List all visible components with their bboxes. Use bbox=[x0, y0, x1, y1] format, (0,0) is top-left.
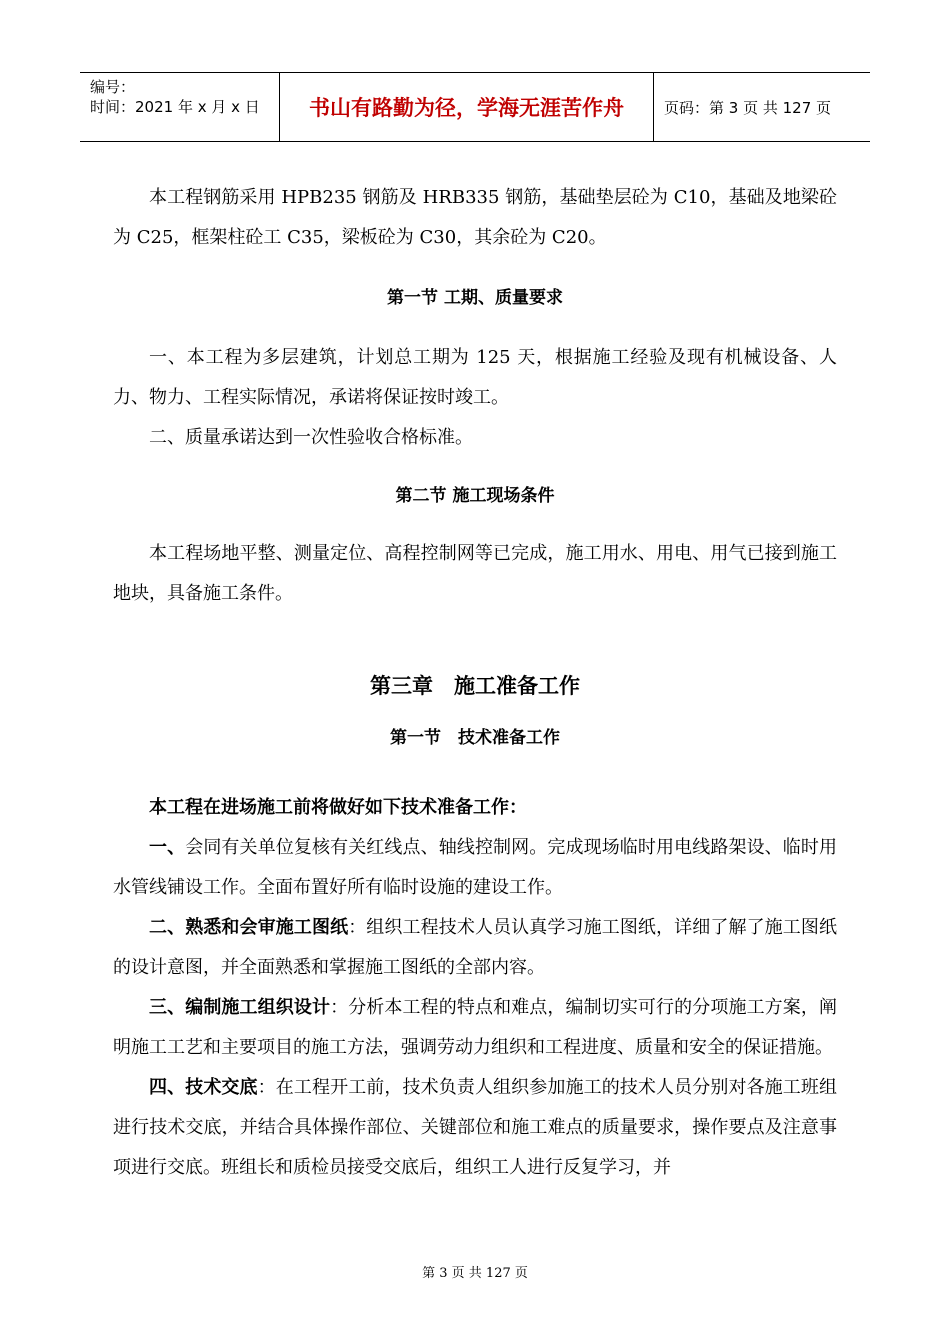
paragraph-quality: 二、质量承诺达到一次性验收合格标准。 bbox=[149, 427, 473, 448]
item-text: ：在工程开工前，技术负责人组织参加施工的技术人员分别对各施工班组进行技术交底，并结合具体操作部位、关键部位和施工难点的质量要求，操作要点及注意事项进行交底。班组长和质检员接受交底后，组织工人进行反复学习，并 bbox=[113, 1077, 838, 1178]
item-text: 会同有关单位复核有关红线点、轴线控制网。完成现场临时用电线路架设、临时用水管线铺设工作。全面布置好所有临时设施的建设工作。 bbox=[113, 837, 837, 898]
paragraph-intro: 本工程在进场施工前将做好如下技术准备工作： bbox=[149, 797, 527, 818]
item-text: ：分析本工程的特点和难点，编制切实可行的分项施工方案，阐明施工工艺和主要项目的施工方法，强调劳动力组织和工程进度、质量和安全的保证措施。 bbox=[113, 997, 838, 1058]
list-item-1 bbox=[113, 828, 837, 908]
paragraph-schedule: 一、本工程为多层建筑，计划总工期为 125 天，根据施工经验及现有机械设备、人力、物力、工程实际情况，承诺将保证按时竣工。 bbox=[113, 347, 837, 408]
item-label: 二、熟悉和会审施工图纸 bbox=[149, 917, 349, 938]
item-text: ：组织工程技术人员认真学习施工图纸，详细了解了施工图纸的设计意图，并全面熟悉和掌握施工图纸的全部内容。 bbox=[113, 917, 838, 978]
header-page-info: 页码：第 3 页 共 127 页 bbox=[664, 98, 832, 117]
page-header bbox=[80, 72, 870, 142]
section-title-schedule-quality: 第一节 工期、质量要求 bbox=[387, 288, 563, 308]
list-item-2 bbox=[113, 908, 837, 988]
document-body bbox=[113, 178, 837, 1188]
list-item-4 bbox=[113, 1068, 837, 1188]
section-title-site-conditions: 第二节 施工现场条件 bbox=[395, 486, 555, 506]
doc-number-label: 编号： bbox=[90, 78, 136, 96]
list-item-3 bbox=[113, 988, 837, 1068]
doc-time-label: 时间：2021 年 x 月 x 日 bbox=[90, 98, 260, 116]
paragraph-site-conditions: 本工程场地平整、测量定位、高程控制网等已完成，施工用水、用电、用气已接到施工地块，具备施工条件。 bbox=[113, 543, 837, 604]
item-label: 一、 bbox=[149, 837, 186, 858]
item-label: 三、编制施工组织设计 bbox=[149, 997, 331, 1018]
paragraph-materials: 本工程钢筋采用 HPB235 钢筋及 HRB335 钢筋，基础垫层砼为 C10，基础及地梁砼为 C25，框架柱砼工 C35，梁板砼为 C30，其余砼为 C20。 bbox=[113, 187, 837, 248]
header-meta bbox=[80, 73, 280, 141]
section-title-technical-prep: 第一节 技术准备工作 bbox=[390, 728, 560, 748]
page-footer: 第 3 页 共 127 页 bbox=[422, 1266, 528, 1281]
item-label: 四、技术交底 bbox=[149, 1077, 258, 1098]
chapter-title: 第三章 施工准备工作 bbox=[370, 674, 580, 698]
header-motto: 书山有路勤为径，学海无涯苦作舟 bbox=[280, 73, 654, 141]
